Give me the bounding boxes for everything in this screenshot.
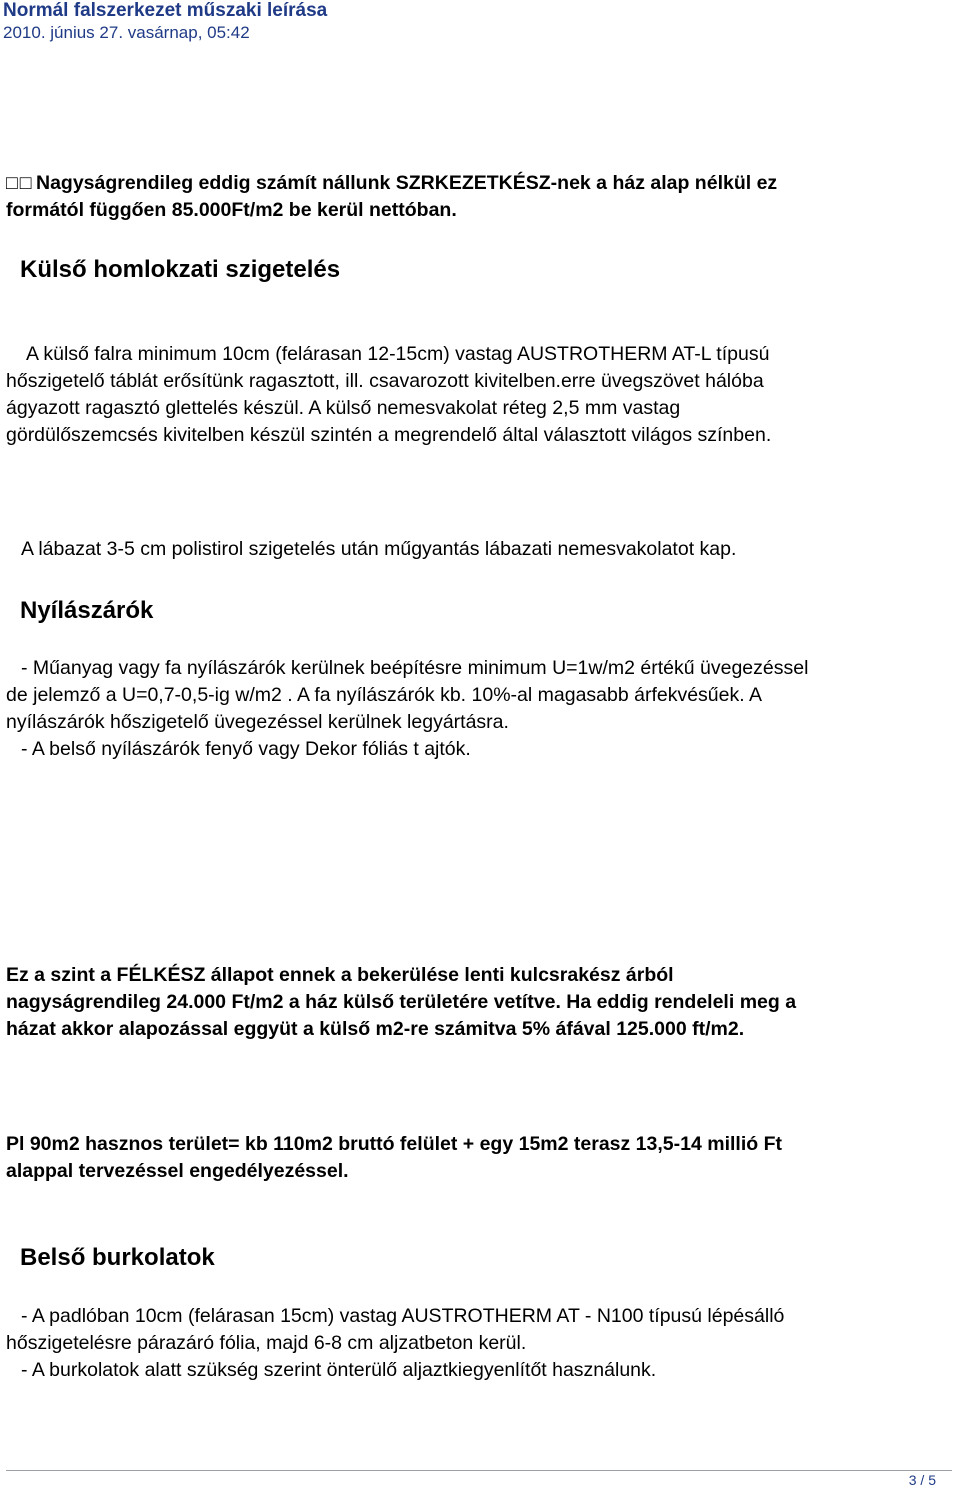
nyilaszarok-line-1: - Műanyag vagy fa nyílászárók kerülnek beépítésre minimum U=1w/m2 értékű üvegezéssel (21, 657, 809, 679)
section-heading-belso: Belső burkolatok (20, 1244, 215, 1271)
kulso-line-3: ágyazott ragasztó glettelés készül. A külső nemesvakolat réteg 2,5 mm vastag (6, 397, 681, 419)
intro-line-1-text: Nagyságrendileg eddig számít nállunk SZRKEZETKÉSZ-nek a ház alap nélkül ez (36, 172, 778, 194)
footer-divider (6, 1470, 952, 1471)
section-heading-kulso: Külső homlokzati szigetelés (20, 256, 341, 283)
page-number: 3 / 5 (908, 1472, 936, 1488)
labazat-paragraph (6, 536, 956, 563)
felkesz-paragraph (6, 962, 956, 1043)
nyilaszarok-paragraph (6, 655, 956, 763)
intro-line-1 (6, 170, 956, 197)
belso-line-2: hőszigetelésre párazáró fólia, majd 6-8 cm aljzatbeton kerül. (6, 1332, 527, 1354)
felkesz-line-1: Ez a szint a FÉLKÉSZ állapot ennek a bekerülése lenti kulcsrakész árból (6, 964, 674, 986)
felkesz-line-3: házat akkor alapozással eggyüt a külső m2-re számitva 5% áfával 125.000 ft/m2. (6, 1018, 745, 1040)
nyilaszarok-line-4: - A belső nyílászárók fenyő vagy Dekor fóliás t ajtók. (21, 738, 471, 760)
kulso-line-1: A külső falra minimum 10cm (felárasan 12-15cm) vastag AUSTROTHERM AT-L típusú (26, 343, 770, 365)
kulso-line-2: hőszigetelő táblát erősítünk ragasztott, ill. csavarozott kivitelben.erre üvegszövet hálóba (6, 370, 764, 392)
intro-line-2: formától függően 85.000Ft/m2 be kerül nettóban. (6, 199, 457, 221)
section-heading-nyilaszarok: Nyílászárók (20, 597, 154, 624)
pelda-line-1: Pl 90m2 hasznos terület= kb 110m2 bruttó felület + egy 15m2 terasz 13,5-14 millió Ft (6, 1133, 782, 1155)
document-date: 2010. június 27. vasárnap, 05:42 (3, 23, 250, 42)
nyilaszarok-line-3: nyílászárók hőszigetelő üvegezéssel kerülnek legyártásra. (6, 711, 509, 733)
belso-line-1: - A padlóban 10cm (felárasan 15cm) vastag AUSTROTHERM AT - N100 típusú lépésálló (21, 1305, 785, 1327)
intro-paragraph (6, 170, 956, 224)
belso-line-3: - A burkolatok alatt szükség szerint önterülő aljaztkiegyenlítőt használunk. (21, 1359, 657, 1381)
kulso-line-4: gördülőszemcsés kivitelben készül szintén a megrendelő által választott világos színben. (6, 424, 772, 446)
page-header (0, 0, 960, 50)
document-title: Normál falszerkezet műszaki leírása (3, 0, 328, 21)
kulso-paragraph (6, 341, 956, 449)
labazat-line: A lábazat 3-5 cm polistirol szigetelés után műgyantás lábazati nemesvakolatot kap. (21, 538, 737, 560)
pelda-paragraph (6, 1131, 956, 1185)
unknown-glyph-icon: □□ (6, 172, 34, 194)
belso-paragraph (6, 1303, 956, 1384)
nyilaszarok-line-2: de jelemző a U=0,7-0,5-ig w/m2 . A fa nyílászárók kb. 10%-al magasabb árfekvésűek. A (6, 684, 763, 706)
felkesz-line-2: nagyságrendileg 24.000 Ft/m2 a ház külső területére vetítve. Ha eddig rendeleli meg a (6, 991, 797, 1013)
pelda-line-2: alappal tervezéssel engedélyezéssel. (6, 1160, 349, 1182)
